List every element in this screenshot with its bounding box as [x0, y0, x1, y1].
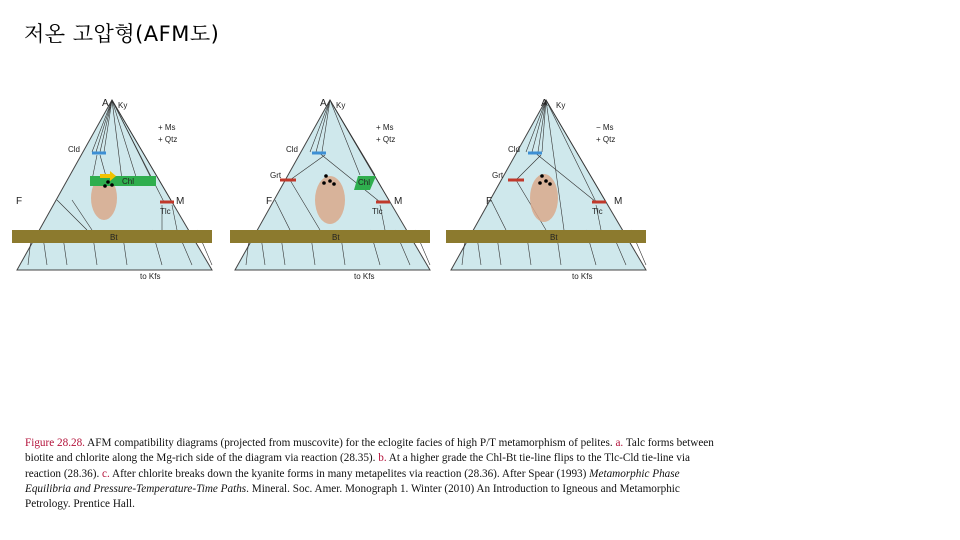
f-label: F: [486, 196, 493, 207]
kfs-label: to Kfs: [140, 272, 161, 281]
afm-diagram-c: [446, 90, 656, 290]
cld-label: Cld: [68, 145, 81, 154]
caption-intro: AFM compatibility diagrams (projected from muscovite) for the eclogite facies of high P/T metamorphism of pelites.: [84, 437, 613, 449]
qtz-label: + Qtz: [158, 135, 178, 144]
kfs-label: to Kfs: [354, 272, 375, 281]
ky-label: Ky: [556, 101, 566, 110]
slide-title: 저온 고압형(AFM도): [24, 22, 220, 46]
f-label: F: [266, 196, 273, 207]
bt-label: Bt: [110, 233, 118, 242]
ms-label: + Ms: [376, 123, 394, 132]
qtz-label: + Qtz: [376, 135, 396, 144]
apex-label: A: [541, 98, 548, 109]
part-c-text: After chlorite breaks down the kyanite forms in many metapelites via reaction (28.36). After Spear (1993): [109, 467, 587, 480]
bt-label: Bt: [332, 233, 340, 242]
apex-label: A: [102, 98, 109, 109]
tlc-label: Tlc: [592, 207, 603, 216]
m-label: M: [614, 196, 623, 207]
ms-label: − Ms: [596, 123, 614, 132]
part-a-label: a.: [615, 437, 624, 449]
cld-label: Cld: [286, 145, 299, 154]
part-c-label: c.: [102, 467, 110, 480]
m-label: M: [394, 196, 403, 207]
cld-label: Cld: [508, 145, 521, 154]
afm-diagram-b: [230, 90, 440, 290]
part-b-label: b.: [378, 452, 387, 465]
caption-tail: . Mineral. Soc. Amer. Monograph 1. Winter (2010) An Introduction to Igneous and Metamorphic Petrology. Prentice Hall.: [25, 482, 680, 511]
tlc-label: Tlc: [372, 207, 383, 216]
chl-label: Chl: [122, 177, 135, 186]
qtz-label: + Qtz: [596, 135, 616, 144]
grt-label: Grt: [270, 171, 282, 180]
bt-label: Bt: [550, 233, 558, 242]
figure-caption: [25, 436, 725, 512]
tlc-label: Tlc: [160, 207, 171, 216]
kfs-label: to Kfs: [572, 272, 593, 281]
f-label: F: [16, 196, 23, 207]
chl-label: Chl: [358, 178, 371, 187]
ky-label: Ky: [118, 101, 128, 110]
grt-label: Grt: [492, 171, 504, 180]
book-title: Metamorphic Phase Equilibria and Pressure-Temperature-Time Paths: [25, 467, 680, 495]
afm-diagram-a: [12, 90, 222, 290]
m-label: M: [176, 196, 185, 207]
ky-label: Ky: [336, 101, 346, 110]
ms-label: + Ms: [158, 123, 176, 132]
part-b-text: At a higher grade the Chl-Bt tie-line flips to the Tlc-Cld tie-line via reaction (28.36).: [25, 452, 690, 480]
apex-label: A: [320, 98, 327, 109]
figure-label: Figure 28.28.: [25, 437, 85, 449]
part-a-text: Talc forms between biotite and chlorite along the Mg-rich side of the diagram via reaction (28.35).: [25, 437, 714, 465]
